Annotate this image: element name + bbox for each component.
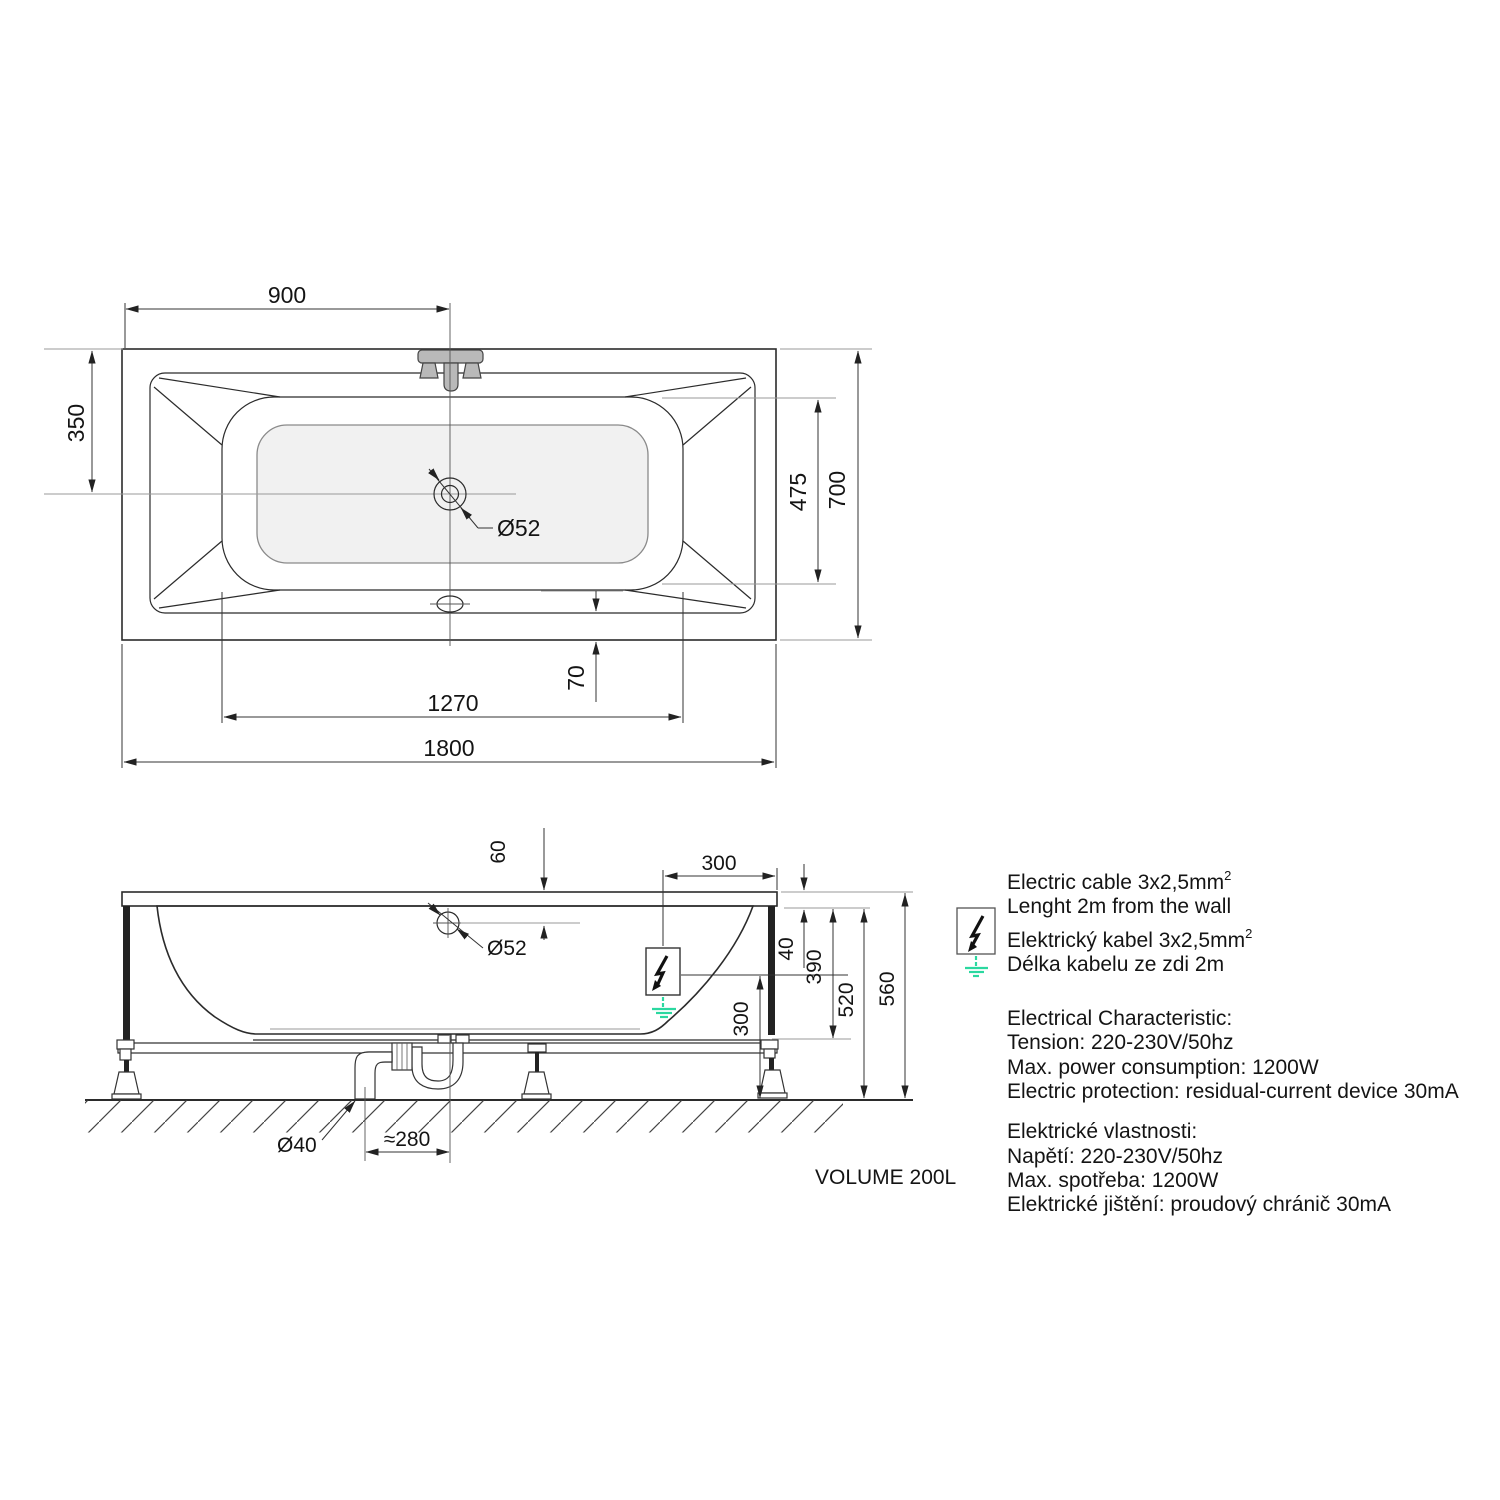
p-trap	[412, 1043, 463, 1089]
drain-diameter-label: Ø52	[497, 515, 541, 541]
side-drain-diameter-label: Ø52	[487, 937, 527, 960]
dim-1800-label: 1800	[423, 735, 475, 761]
dim-700-label: 700	[824, 470, 850, 510]
top-view	[44, 282, 872, 768]
note-electrical-cz-tension: Napětí: 220-230V/50hz	[1007, 1145, 1223, 1168]
dim-1270-label: 1270	[427, 690, 479, 716]
waste-pipe-label: Ø40	[277, 1134, 317, 1157]
waste-trap-assembly	[355, 1035, 469, 1099]
note-text: Electric cable 3x2,5mm	[1007, 871, 1225, 894]
dim-70-label: 70	[563, 665, 589, 691]
faucet-knob-left	[420, 363, 438, 378]
dim-280-label: ≈280	[383, 1128, 431, 1151]
ground-symbol-icon	[652, 997, 676, 1017]
note-text: Lenght 2m from the wall	[1007, 895, 1232, 918]
dim-520-label: 520	[835, 982, 858, 1018]
dim-900-label: 900	[267, 282, 307, 308]
faucet	[418, 350, 483, 391]
dim-300-top	[663, 868, 777, 946]
dim-475-label: 475	[785, 472, 811, 512]
dim-40-label: 40	[775, 937, 798, 961]
note-electrical-cz-protection: Elektrické jištění: proudový chránič 30mA	[1007, 1193, 1391, 1216]
dim-350-label: 350	[63, 403, 89, 443]
note-electrical-en-tension: Tension: 220-230V/50hz	[1007, 1031, 1234, 1054]
dim-60-label: 60	[487, 840, 510, 864]
note-text: Elektrický kabel 3x2,5mm	[1007, 929, 1246, 952]
superscript: 2	[1224, 868, 1232, 883]
ground-symbol-icon	[965, 956, 988, 976]
dim-560-label: 560	[876, 971, 899, 1007]
note-cable-cz-line1	[1007, 926, 1253, 953]
dim-900	[125, 303, 449, 348]
electric-connection-box	[646, 948, 680, 1017]
side-view	[85, 828, 913, 1163]
dim-300-cable-label: 300	[730, 1001, 753, 1037]
note-text: Délka kabelu ze zdi 2m	[1007, 953, 1225, 976]
note-cable-en-line1	[1007, 868, 1232, 895]
waste-pipe-elbow	[355, 1052, 392, 1099]
superscript: 2	[1245, 926, 1253, 941]
dim-300-top-label: 300	[701, 852, 737, 875]
middle-support-leg	[522, 1044, 551, 1099]
note-electrical-en-power: Max. power consumption: 1200W	[1007, 1056, 1319, 1079]
note-cable-en-line2	[1007, 895, 1231, 919]
tub-rim-board	[122, 892, 777, 906]
faucet-knob-right	[463, 363, 481, 378]
note-cable-cz-line2	[1007, 953, 1224, 977]
support-frame-rail	[118, 1043, 777, 1053]
note-electrical-cz-power: Max. spotřeba: 1200W	[1007, 1169, 1219, 1192]
faucet-spout	[444, 363, 458, 391]
electric-cable-legend-icon	[957, 908, 995, 976]
left-support-leg	[112, 906, 141, 1099]
volume-label: VOLUME 200L	[815, 1166, 957, 1189]
dim-390-label: 390	[803, 949, 826, 985]
note-electrical-cz-title: Elektrické vlastnosti:	[1007, 1120, 1198, 1143]
note-electrical-en-protection: Electric protection: residual-current device 30mA	[1007, 1080, 1459, 1103]
note-electrical-en-title: Electrical Characteristic:	[1007, 1007, 1233, 1030]
right-support-leg	[758, 906, 787, 1098]
floor-hatching	[85, 1101, 843, 1133]
